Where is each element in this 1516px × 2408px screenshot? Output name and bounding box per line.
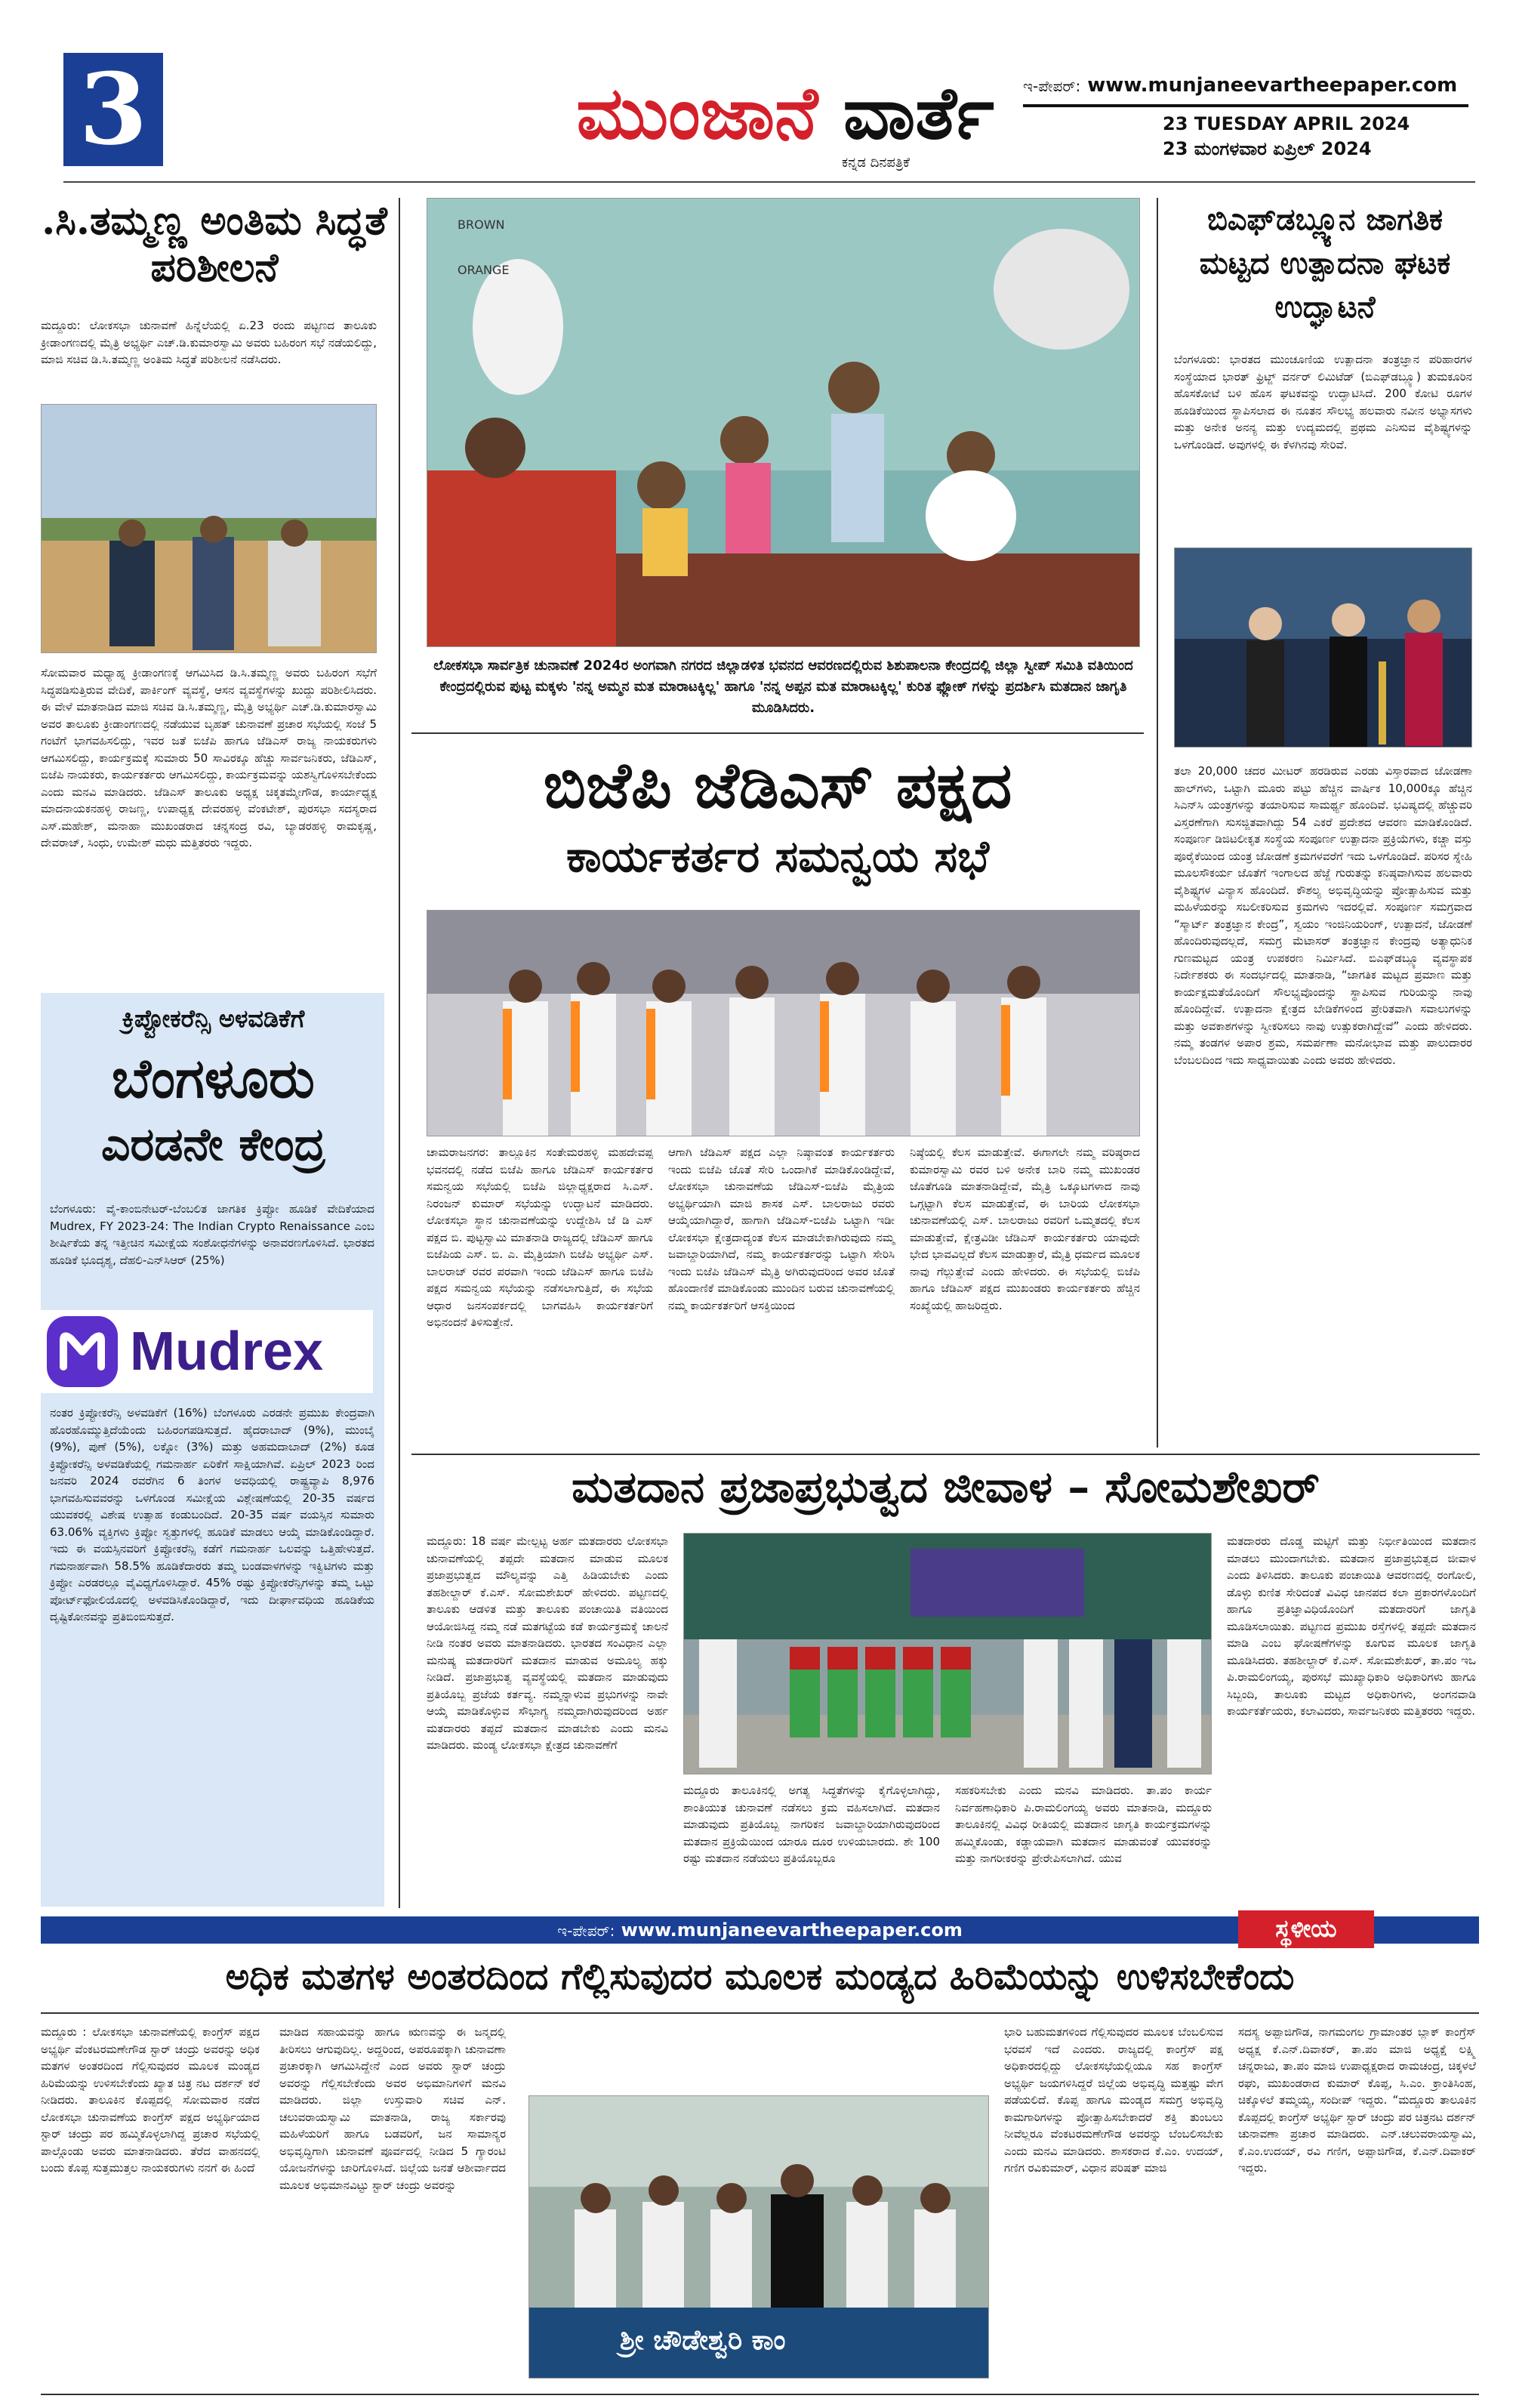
bottom-col-2: ಮಾಡಿದ ಸಹಾಯವನ್ನು ಹಾಗೂ ಋಣವನ್ನು ಈ ಜನ್ಮದಲ್ಲಿ ತೀರಿಸಲು ಆಗುವುದಿಲ್ಲ. ಅದ್ದರಿಂದ, ಅಪರೂಪಕ್ಕಾಗಿ ಚುನಾವಣಾ ಪ್ರಚಾರಕ್ಕಾಗಿ ಆಗಮಿಸಿದ್ದೇನೆ ಎಂದ ಅವರು ಸ್ಟಾರ್ ಚಂದ್ರು ಅವರನ್ನು ಗೆಲ್ಲಿಸಬೇಕೆಂದು ಅವರ ಅಭಿಮಾನಿಗಳಿಗೆ ಮನವಿ ಮಾಡಿದರು. ಜಿಲ್ಲಾ ಉಸ್ತುವಾರಿ ಸಚಿವ ಎನ್. ಚಲುವರಾಯಸ್ವಾಮಿ ಮಾತನಾಡಿ, ರಾಜ್ಯ ಸರ್ಕಾರವು ಮಹಿಳೆಯರಿಗೆ ಹಾಗೂ ಬಡವರಿಗೆ, ಜನ ಸಾಮಾನ್ಯರ ಅಭಿವೃದ್ಧಿಗಾಗಿ ಚುನಾವಣೆ ಪೂರ್ವದಲ್ಲಿ ನೀಡಿದ 5 ಗ್ಯಾರಂಟಿ ಯೋಜನೆಗಳನ್ನು ಜಾರಿಗೊಳಿಸಿದೆ. ಜಿಲ್ಲೆಯ ಜನತೆ ಆಶೀರ್ವಾದದ ಮೂಲಕ ಅಭಿಮಾನವಿಟ್ಟು ಸ್ಟಾರ್ ಚಂದ್ರು ಅವರನ್ನು <box>279 2025 506 2192</box>
bjp-col-1: ಚಾಮರಾಜನಗರ: ತಾಲ್ಲೂಕಿನ ಸಂತೇಮರಹಳ್ಳಿ ಮಹದೇವಪ್ಪ ಭವನದಲ್ಲಿ ನಡೆದ ಬಿಜೆಪಿ ಹಾಗೂ ಜೆಡಿಎಸ್ ಕಾರ್ಯಕರ್ತರ ಸಮನ್ವಯ ಸಭೆಯಲ್ಲಿ ಬಿಜೆಪಿ ಜಿಲ್ಲಾಧ್ಯಕ್ಷರಾದ ಸಿ.ಎಸ್. ನಿರಂಜನ್ ಕುಮಾರ್ ಸಭೆಯನ್ನು ಉದ್ಘಾಟನೆ ಮಾಡಿದರು. ಲೋಕಸಭಾ ಸ್ಥಾನ ಚುನಾವಣೆಯನ್ನು ಉದ್ದೇಶಿಸಿ ಜೆ ಡಿ ಎಸ್ ಪಕ್ಷದ ಬಿ. ಪುಟ್ಟಸ್ವಾಮಿ ಮಾತನಾಡಿ ರಾಜ್ಯದಲ್ಲಿ ಜೆಡಿಎಸ್ ಹಾಗೂ ಬಿಜೆಪಿಯ ಎಸ್. ಬಿ. ಎ. ಮೈತ್ರಿಯಾಗಿ ಬಿಜೆಪಿ ಅಭ್ಯರ್ಥಿ ಎಸ್. ಬಾಲರಾಜ್ ರವರ ಪರವಾಗಿ ಇಂದು ಜೆಡಿಎಸ್ ಹಾಗೂ ಬಿಜೆಪಿ ಪಕ್ಷದ ಸಮನ್ವಯ ಸಭೆಯನ್ನು ನಡೆಸಲಾಗುತ್ತಿದೆ, ಈ ಸಭೆಯ ಆಧಾರ ಜನಸಂಪರ್ಕದಲ್ಲಿ ಬಾಗವಹಿಸಿ ಕಾರ್ಯಕರ್ತರಿಗೆ ಅಭಿನಂದನೆ ತಿಳಿಸುತ್ತೇನೆ. <box>427 1145 653 1329</box>
bottom-epaper-label: ಇ-ಪೇಪರ್: <box>557 1922 615 1940</box>
bjp-photo <box>427 910 1140 1136</box>
date-english: 23 TUESDAY APRIL 2024 <box>1163 113 1410 134</box>
left-story-headline: .ಸಿ.ತಮ್ಮಣ್ಣ ಅಂತಿಮ ಸಿದ್ಧತೆ ಪರಿಶೀಲನೆ <box>42 198 387 291</box>
page-number: 3 <box>63 53 163 166</box>
masthead-part1: ಮುಂಜಾನೆ <box>576 70 818 156</box>
center-photo <box>427 198 1140 647</box>
date-kannada: 23 ಮಂಗಳವಾರ ಏಪ್ರಿಲ್ 2024 <box>1163 138 1372 159</box>
masthead-tagline: ಕನ್ನಡ ದಿನಪತ್ರಿಕೆ <box>841 155 910 171</box>
header-rule <box>1023 104 1468 107</box>
voting-headline: ಮತದಾನ ಪ್ರಜಾಪ್ರಭುತ್ವದ ಜೀವಾಳ – ಸೋಮಶೇಖರ್ <box>572 1461 1320 1512</box>
crypto-body: ನಂತರ ಕ್ರಿಪ್ಟೋಕರೆನ್ಸಿ ಅಳವಡಿಕೆಗೆ (16%) ಬೆಂಗಳೂರು ಎರಡನೇ ಪ್ರಮುಖ ಕೇಂದ್ರವಾಗಿ ಹೊರಹೊಮ್ಮುತ್ತಿದೆಯೆಂದು ಬಹಿರಂಗಪಡಿಸುತ್ತದೆ. ಹೈದರಾಬಾದ್ (9%), ಮುಂಬೈ (9%), ಪುಣೆ (5%), ಲಕ್ನೋ (3%) ಮತ್ತು ಅಹಮದಾಬಾದ್ (2%) ಕೂಡ ಕ್ರಿಪ್ಟೋಕರೆನ್ಸಿ ಅಳವಡಿಕೆಯಲ್ಲಿ ಗಮನಾರ್ಹ ಏರಿಕೆಗೆ ಸಾಕ್ಷಿಯಾಗಿವೆ. ಏಪ್ರಿಲ್ 2023 ರಿಂದ ಜನವರಿ 2024 ರವರೆಗಿನ 6 ತಿಂಗಳ ಅವಧಿಯಲ್ಲಿ ರಾಷ್ಟ್ರವ್ಯಾಪಿ 8,976 ಭಾಗವಹಿಸುವವರನ್ನು ಒಳಗೊಂಡ ಸಮೀಕ್ಷೆಯ ವಿಶ್ಲೇಷಣೆಯಲ್ಲಿ 20-35 ವರ್ಷದ ಯುವಕರಲ್ಲಿ ವಿಶೇಷ ಉತ್ಸಾಹ ಕಂಡುಬಂದಿದೆ. 20-35 ವರ್ಷ ವಯಸ್ಸಿನ ಸುಮಾರು 63.06% ವ್ಯಕ್ತಿಗಳು ಕ್ರಿಪ್ಟೋ ಸ್ವತ್ತುಗಳಲ್ಲಿ ಹೂಡಿಕೆ ಮಾಡಲು ಆಯ್ಕೆ ಮಾಡಿಕೊಂಡಿದ್ದಾರೆ. ಇದು ಈ ವಯಸ್ಸಿನವರಿಗೆ ಕ್ರಿಪ್ಟೋಕರೆನ್ಸಿ ಕಡೆಗೆ ಗಮನಾರ್ಹ ಒಲವನ್ನು ಒತ್ತಿಹೇಳುತ್ತದೆ. ಗಮನಾರ್ಹವಾಗಿ 58.5% ಹೂಡಿಕೆದಾರರು ತಮ್ಮ ಬಂಡವಾಳಗಳನ್ನು ಇಕ್ವಿಟಿಗಳು ಮತ್ತು ಕ್ರಿಪ್ಟೋ ಎರಡರಲ್ಲೂ ವೈವಿಧ್ಯಗೊಳಿಸಿದ್ದಾರೆ. 45% ರಷ್ಟು ಕ್ರಿಪ್ಟೋಕರೆನ್ಸಿಗಳನ್ನು ತಮ್ಮ ಒಟ್ಟು ಪೋರ್ಟ್‌ಫೋಲಿಯೊದಲ್ಲಿ ಅಳವಡಿಸಿಕೊಂಡಿದ್ದಾರೆ, ಇದು ದೀರ್ಘಾವಧಿಯ ಹೂಡಿಕೆಯ ದೃಷ್ಟಿಕೋನವನ್ನು ಪ್ರತಿಬಿಂಬಿಸುತ್ತದೆ. <box>50 1406 374 1623</box>
left-story-body-2: ಸೋಮವಾರ ಮಧ್ಯಾಹ್ನ ಕ್ರೀಡಾಂಗಣಕ್ಕೆ ಆಗಮಿಸಿದ ಡಿ.ಸಿ.ತಮ್ಮಣ್ಣ ಅವರು ಬಹಿರಂಗ ಸಭೆಗೆ ಸಿದ್ಧಪಡಿಸುತ್ತಿರುವ ವೇದಿಕೆ, ಪಾರ್ಕಿಂಗ್ ವ್ಯವಸ್ಥೆ, ಆಸನ ವ್ಯವಸ್ಥೆಗಳನ್ನು ಖುದ್ದು ಪರಿಶೀಲಿಸಿದರು. ಈ ವೇಳೆ ಮಾತನಾಡಿದ ಮಾಜಿ ಸಚಿವ ಡಿ.ಸಿ.ತಮ್ಮಣ್ಣ, ಮೈತ್ರಿ ಅಭ್ಯರ್ಥಿ ಎಚ್.ಡಿ.ಕುಮಾರಸ್ವಾಮಿ ಅವರ ತಾಲೂಕು ಕ್ರೀಡಾಂಗಣದಲ್ಲಿ ನಡೆಯುವ ಬೃಹತ್ ಚುನಾವಣೆ ಪ್ರಚಾರ ಸಭೆಯಲ್ಲಿ ಸಂಜೆ 5 ಗಂಟೆಗೆ ಭಾಗವಹಿಸಲಿದ್ದು, ಇವರ ಜತೆ ಬಿಜೆಪಿ ಹಾಗೂ ಜೆಡಿಎಸ್ ರಾಜ್ಯ ನಾಯಕರುಗಳು ಆಗಮಿಸಲಿದ್ದು, ಕಾರ್ಯಕ್ರಮಕ್ಕೆ ಸುಮಾರು 50 ಸಾವಿರಕ್ಕೂ ಹೆಚ್ಚು ಸಾರ್ವಜನಿಕರು, ಜೆಡಿಎಸ್, ಬಿಜೆಪಿ ನಾಯಕರು, ಕಾರ್ಯಕರ್ತರು ಆಗಮಿಸಲಿದ್ದು, ಕಾರ್ಯಕ್ರಮವನ್ನು ಯಶಸ್ವಿಗೊಳಿಸಬೇಕೆಂದು ಎಂದು ಮನವಿ ಮಾಡಿದರು. ಜೆಡಿಎಸ್ ತಾಲೂಕು ಅಧ್ಯಕ್ಷ ಚಿಕ್ಕತಮ್ಮೇಗೌಡ, ಕಾರ್ಯಾಧ್ಯಕ್ಷ ಮಾದನಾಯಕನಹಳ್ಳಿ ರಾಜಣ್ಣ, ಉಪಾಧ್ಯಕ್ಷ ದೇವರಹಳ್ಳಿ ವೆಂಕಟೇಶ್, ಪುರಸಭಾ ಸದಸ್ಯರಾದ ಎಸ್.ಮಹೇಶ್, ಮನಾಹಾ ಮುಖಂಡರಾದ ಚನ್ನಸಂದ್ರ ರವಿ, ಬ್ಯಾಡರಹಳ್ಳಿ ರಾಮಕೃಷ್ಣ, ದೇವರಾಜ್, ಸಿಂಧು, ಉಮೇಶ್ ಮಧು ಮತ್ತಿತರರು ಇದ್ದರು. <box>41 666 377 849</box>
mudrex-logo-text: Mudrex <box>130 1321 324 1382</box>
voting-col-4: ಮತದಾರರು ದೊಡ್ಡ ಮಟ್ಟಿಗೆ ಮತ್ತು ನಿರ್ಭೀತಿಯಿಂದ ಮತದಾನ ಮಾಡಲು ಮುಂದಾಗಬೇಕು. ಮತದಾನ ಪ್ರಜಾಪ್ರಭುತ್ವದ ಜೀವಾಳ ಎಂದು ತಿಳಿಸಿದರು. ತಾಲೂಕು ಪಂಚಾಯಿತಿ ಆವರಣದಲ್ಲಿ ರಂಗೋಲಿ, ಡೊಳ್ಳು ಕುಣಿತ ಸೇರಿದಂತೆ ವಿವಿಧ ಜಾನಪದ ಕಲಾ ಪ್ರಕಾರಗಳೊಂದಿಗೆ ಹಾಗೂ ಪ್ರತಿಜ್ಞಾವಿಧಿಯೊಂದಿಗೆ ಮತದಾರರಿಗೆ ಜಾಗೃತಿ ಮೂಡಿಸಲಾಯಿತು. ಪಟ್ಟಣದ ಪ್ರಮುಖ ರಸ್ತೆಗಳಲ್ಲಿ ತಪ್ಪದೇ ಮತದಾನ ಮಾಡಿ ಎಂಬ ಘೋಷಣೆಗಳನ್ನು ಕೂಗುವ ಮೂಲಕ ಜಾಗೃತಿ ಮೂಡಿಸಿದರು. ತಹಶೀಲ್ದಾರ್ ಕೆ.ಎಸ್. ಸೋಮಶೇಖರ್, ತಾ.ಪಂ ಇಒ ಪಿ.ರಾಮಲಿಂಗಯ್ಯ, ಪುರಸಭೆ ಮುಖ್ಯಾಧಿಕಾರಿ ಅಧಿಕಾರಿಗಳು ಹಾಗೂ ಸಿಬ್ಬಂದಿ, ತಾಲೂಕು ಮಟ್ಟದ ಅಧಿಕಾರಿಗಳು, ಅಂಗನವಾಡಿ ಕಾರ್ಯಕರ್ತೆಯರು, ಕಲಾವಿದರು, ಸಾರ್ವಜನಿಕರು ಮತ್ತಿತರರು ಇದ್ದರು. <box>1227 1534 1476 1718</box>
voting-photo <box>683 1533 1212 1774</box>
center-divider-1 <box>411 732 1144 734</box>
bjp-headline-1: ಬಿಜೆಪಿ ಜೆಡಿಎಸ್ ಪಕ್ಷದ <box>543 748 1012 822</box>
epaper-url[interactable]: www.munjaneevartheepaper.com <box>1087 74 1458 97</box>
column-divider-right <box>1157 198 1158 1448</box>
bottom-headline-rule <box>41 2012 1479 2014</box>
bottom-photo <box>528 2095 989 2379</box>
left-story-body-1: ಮದ್ದೂರು: ಲೋಕಸಭಾ ಚುನಾವಣೆ ಹಿನ್ನೆಲೆಯಲ್ಲಿ ಏ.23 ರಂದು ಪಟ್ಟಣದ ತಾಲೂಕು ಕ್ರೀಡಾಂಗಣದಲ್ಲಿ ಮೈತ್ರಿ ಅಭ್ಯರ್ಥಿ ಎಚ್.ಡಿ.ಕುಮಾರಸ್ವಾಮಿ ಅವರು ಬಹಿರಂಗ ಸಭೆ ನಡೆಯಲಿದ್ದು, ಮಾಜಿ ಸಚಿವ ಡಿ.ಸಿ.ತಮ್ಮಣ್ಣ ಅಂತಿಮ ಸಿದ್ಧತೆ ಪರಿಶೀಲನೆ ನಡೆಸಿದರು. <box>41 319 377 366</box>
wall-label-brown: BROWN <box>458 217 505 232</box>
column-divider-left <box>399 198 400 1908</box>
right-story-body-1: ಬೆಂಗಳೂರು: ಭಾರತದ ಮುಂಚೂಣಿಯ ಉತ್ಪಾದನಾ ತಂತ್ರಜ್ಞಾನ ಪರಿಹಾರಗಳ ಸಂಸ್ಥೆಯಾದ ಭಾರತ್ ಫ್ರಿಟ್ಜ್ ವರ್ನರ್ ಲಿಮಿಟೆಡ್ (ಬಿಎಫ್‌ಡಬ್ಲ್ಯೂ) ತುಮಕೂರಿನ ಹೊಸಕೋಟೆ ಬಳಿ ಹೊಸ ಘಟಕವನ್ನು ಉದ್ಘಾಟಿಸಿದೆ. 200 ಕೋಟಿ ರೂಗಳ ಹೂಡಿಕೆಯಿಂದ ಸ್ಥಾಪಿಸಲಾದ ಈ ನೂತನ ಸೌಲಭ್ಯ ಹಲವಾರು ನವೀನ ಅಭ್ಯಾಸಗಳು ಮತ್ತು ಅನೇಕ ಅನನ್ಯ ಮತ್ತು ಉದ್ಯಮದಲ್ಲಿ ಪ್ರಥಮ ಎನಿಸುವ ವೈಶಿಷ್ಟ್ಯಗಳನ್ನು ಒಳಗೊಂಡಿದೆ. ಅವುಗಳಲ್ಲಿ ಈ ಕೆಳಗಿನವು ಸೇರಿವೆ. <box>1174 353 1472 452</box>
header-divider <box>63 181 1475 183</box>
masthead-part2: ವಾರ್ತೆ <box>843 70 994 156</box>
voting-col-3: ಸಹಕರಿಸಬೇಕು ಎಂದು ಮನವಿ ಮಾಡಿದರು. ತಾ.ಪಂ ಕಾರ್ಯ ನಿರ್ವಹಣಾಧಿಕಾರಿ ಪಿ.ರಾಮಲಿಂಗಯ್ಯ ಅವರು ಮಾತನಾಡಿ, ಮದ್ದೂರು ತಾಲೂಕಿನಲ್ಲಿ ವಿವಿಧ ರೀತಿಯಲ್ಲಿ ಮತದಾನ ಜಾಗೃತಿ ಕಾರ್ಯಕ್ರಮಗಳನ್ನು ಹಮ್ಮಿಕೊಂಡು, ಕಡ್ಡಾಯವಾಗಿ ಮತದಾನ ಮಾಡುವಂತೆ ಯುವಕರನ್ನು ಮತ್ತು ನಾಗರೀಕರನ್ನು ಪ್ರೇರೇಪಿಸಲಾಗಿದೆ. ಯುವ <box>955 1784 1212 1865</box>
header-epaper <box>1023 74 1468 97</box>
page-bottom-rule <box>41 2394 1479 2395</box>
wall-label-orange: ORANGE <box>458 263 510 277</box>
center-divider-2 <box>411 1454 1480 1455</box>
epaper-label: ಇ-ಪೇಪರ್: <box>1023 77 1081 95</box>
section-tag: ಸ್ಥಳೀಯ <box>1238 1910 1374 1948</box>
bottom-col-4: ಸದಸ್ಯ ಅಪ್ಪಾಜಿಗೌಡ, ನಾಗಮಂಗಲ ಗ್ರಾಮಾಂತರ ಬ್ಲಾಕ್ ಕಾಂಗ್ರೆಸ್ ಅಧ್ಯಕ್ಷ ಕೆ.ಎನ್.ದಿವಾಕರ್, ತಾ.ಪಂ ಮಾಜಿ ಅಧ್ಯಕ್ಷೆ ಲಕ್ಷ್ಮಿ ಚನ್ನರಾಜು, ತಾ.ಪಂ ಮಾಜಿ ಉಪಾಧ್ಯಕ್ಷರಾದ ರಾಮಚಂದ್ರ, ಚಿಕ್ಕಳಲೆ ರಘು, ಮುಖಂಡರಾದ ಕುಮಾರ್ ಕೊಪ್ಪ, ಸಿ.ಎಂ. ಕ್ರಾಂತಿಸಿಂಹ, ಚಿಕ್ಕೊಳಲೆ ತಮ್ಮಯ್ಯ, ಸಂದೀಪ್ ಇದ್ದರು. “ಮದ್ದೂರು ತಾಲೂಕಿನ ಕೊಪ್ಪದಲ್ಲಿ ಕಾಂಗ್ರೆಸ್ ಅಭ್ಯರ್ಥಿ ಸ್ಟಾರ್ ಚಂದ್ರು ಪರ ಚಿತ್ರನಟ ದರ್ಶನ್ ಚುನಾವಣಾ ಪ್ರಚಾರ ಮಾಡಿದರು. ಎನ್.ಚಲುವರಾಯಸ್ವಾಮಿ, ಕೆ.ಎಂ.ಉದಯ್, ರವಿ ಗಣಿಗ, ಅಪ್ಪಾಜಿಗೌಡ, ಕೆ.ಎನ್.ದಿವಾಕರ್ ಇದ್ದರು. <box>1238 2025 1476 2175</box>
bjp-headline-2: ಕಾರ್ಯಕರ್ತರ ಸಮನ್ವಯ ಸಭೆ <box>565 831 990 882</box>
right-story-headline: ಬಿಎಫ್‌ಡಬ್ಲ್ಯೂನ ಜಾಗತಿಕ ಮಟ್ಟದ ಉತ್ಪಾದನಾ ಘಟಕ ಉದ್ಘಾಟನೆ <box>1199 202 1451 325</box>
voting-col-2: ಮದ್ದೂರು ತಾಲೂಕಿನಲ್ಲಿ ಅಗತ್ಯ ಸಿದ್ಧತೆಗಳನ್ನು ಕೈಗೊಳ್ಳಲಾಗಿದ್ದು, ಶಾಂತಿಯುತ ಚುನಾವಣೆ ನಡೆಸಲು ಕ್ರಮ ವಹಿಸಲಾಗಿದೆ. ಮತದಾನ ಮಾಡುವುದು ಪ್ರತಿಯೊಬ್ಬ ನಾಗರಿಕನ ಜವಾಬ್ದಾರಿಯಾಗಿರುವುದರಿಂದ ಮತದಾನ ಪ್ರಕ್ರಿಯೆಯಿಂದ ಯಾರೂ ದೂರ ಉಳಿಯಬಾರದು. ಶೇ 100 ರಷ್ಟು ಮತದಾನ ನಡೆಯಲು ಪ್ರತಿಯೊಬ್ಬರೂ <box>683 1784 940 1865</box>
mudrex-logo-mark <box>41 1310 124 1393</box>
right-story-photo <box>1174 547 1472 748</box>
bottom-story-headline: ಅಧಿಕ ಮತಗಳ ಅಂತರದಿಂದ ಗೆಲ್ಲಿಸುವುದರ ಮೂಲಕ ಮಂಡ್ಯದ ಹಿರಿಮೆಯನ್ನು ಉಳಿಸಬೇಕೆಂದು <box>225 1956 1295 1998</box>
center-photo-caption: ಲೋಕಸಭಾ ಸಾರ್ವತ್ರಿಕ ಚುನಾವಣೆ 2024ರ ಅಂಗವಾಗಿ ನಗರದ ಜಿಲ್ಲಾಡಳಿತ ಭವನದ ಆವರಣದಲ್ಲಿರುವ ಶಿಶುಪಾಲನಾ ಕೇಂದ್ರದಲ್ಲಿ ಜಿಲ್ಲಾ ಸ್ವೀಪ್ ಸಮಿತಿ ವತಿಯಿಂದ ಕೇಂದ್ರದಲ್ಲಿರುವ ಪುಟ್ಟ ಮಕ್ಕಳು 'ನನ್ನ ಅಮ್ಮನ ಮತ ಮಾರಾಟಕ್ಕಿಲ್ಲ' ಹಾಗೂ 'ನನ್ನ ಅಪ್ಪನ ಮತ ಮಾರಾಟಕ್ಕಿಲ್ಲ' ಕುರಿತ ಫ್ಲೋಕ್ ಗಳನ್ನು ಪ್ರದರ್ಶಿಸಿ ಮತದಾನ ಜಾಗೃತಿ ಮೂಡಿಸಿದರು. <box>433 658 1133 716</box>
voting-col-1: ಮದ್ದೂರು: 18 ವರ್ಷ ಮೇಲ್ಪಟ್ಟ ಅರ್ಹ ಮತದಾರರು ಲೋಕಸಭಾ ಚುನಾವಣೆಯಲ್ಲಿ ತಪ್ಪದೇ ಮತದಾನ ಮಾಡುವ ಮೂಲಕ ಪ್ರಜಾಪ್ರಭುತ್ವದ ಮೌಲ್ಯವನ್ನು ಎತ್ತಿ ಹಿಡಿಯಬೇಕು ಎಂದು ತಹಶೀಲ್ದಾರ್ ಕೆ.ಎಸ್. ಸೋಮಶೇಖರ್ ಹೇಳಿದರು. ಪಟ್ಟಣದಲ್ಲಿ ತಾಲೂಕು ಆಡಳಿತ ಮತ್ತು ತಾಲೂಕು ಪಂಚಾಯಿತಿ ವತಿಯಿಂದ ಆಯೋಜಿಸಿದ್ದ ನಮ್ಮ ನಡೆ ಮತಗಟ್ಟೆಯ ಕಡೆ ಕಾರ್ಯಕ್ರಮಕ್ಕೆ ಚಾಲನೆ ನೀಡಿ ನಂತರ ಅವರು ಮಾತನಾಡಿದರು. ಭಾರತದ ಸಂವಿಧಾನ ಎಲ್ಲಾ ಮನುಷ್ಯ ಮತದಾರರಿಗೆ ಮತದಾನ ಮಾಡುವ ಅಮೂಲ್ಯ ಹಕ್ಕು ನೀಡಿದೆ. ಪ್ರಜಾಪ್ರಭುತ್ವ ವ್ಯವಸ್ಥೆಯಲ್ಲಿ ಮತದಾನ ಮಾಡುವುದು ಪ್ರತಿಯೊಬ್ಬ ಪ್ರಜೆಯ ಕರ್ತವ್ಯ. ನಮ್ಮನ್ನಾಳುವ ಪ್ರಭುಗಳನ್ನು ನಾವೇ ಆಯ್ಕೆ ಮಾಡಿಕೊಳ್ಳುವ ಸೌಭಾಗ್ಯ ನಮ್ಮದಾಗಿರುವುದರಿಂದ ಅರ್ಹ ಮತದಾರರು ತಪ್ಪದೆ ಮತದಾನ ಮಾಡಬೇಕು ಎಂದು ಮನವಿ ಮಾಡಿದರು. ಮಂಡ್ಯ ಲೋಕಸಭಾ ಕ್ಷೇತ್ರದ ಚುನಾವಣೆಗೆ <box>427 1534 668 1752</box>
bottom-col-1: ಮದ್ದೂರು : ಲೋಕಸಭಾ ಚುನಾವಣೆಯಲ್ಲಿ ಕಾಂಗ್ರೆಸ್ ಪಕ್ಷದ ಅಭ್ಯರ್ಥಿ ವೆಂಕಟರಮಣೇಗೌಡ ಸ್ಟಾರ್ ಚಂದ್ರು ಅವರನ್ನು ಅಧಿಕ ಮತಗಳ ಅಂತರದಿಂದ ಗೆಲ್ಲಿಸುವುದರ ಮೂಲಕ ಮಂಡ್ಯದ ಹಿರಿಮೆಯನ್ನು ಉಳಿಸಬೇಕೆಂದು ಖ್ಯಾತ ಚಿತ್ರ ನಟ ದರ್ಶನ್ ಕರೆ ನೀಡಿದರು. ತಾಲೂಕಿನ ಕೊಪ್ಪದಲ್ಲಿ ಸೋಮವಾರ ನಡೆದ ಲೋಕಸಭಾ ಚುನಾವಣೆಯ ಕಾಂಗ್ರೆಸ್ ಪಕ್ಷದ ಅಭ್ಯರ್ಥಿಯಾದ ಸ್ಟಾರ್ ಚಂದ್ರು ಪರ ಹಮ್ಮಿಕೊಳ್ಳಲಾಗಿದ್ದ ಪ್ರಚಾರ ಸಭೆಯಲ್ಲಿ ಪಾಲ್ಗೊಂಡು ಅವರು ಮಾತನಾಡಿದರು. ತೆರೆದ ವಾಹನದಲ್ಲಿ ಬಂದು ಕೊಪ್ಪ ಸುತ್ತಮುತ್ತಲ ನಾಯಕರುಗಳು ನನಗೆ ಈ ಹಿಂದೆ <box>41 2025 260 2175</box>
left-story-photo <box>41 404 377 653</box>
crypto-headline-2: ಎರಡನೇ ಕೇಂದ್ರ <box>100 1118 326 1171</box>
crypto-headline-1: ಬೆಂಗಳೂರು <box>112 1046 315 1110</box>
crypto-kicker: ಕ್ರಿಪ್ಟೋಕರೆನ್ಸಿ ಅಳವಡಿಕೆಗೆ <box>122 1004 305 1033</box>
right-story-body-2: ತಲಾ 20,000 ಚದರ ಮೀಟರ್ ಹರಡಿರುವ ಎರಡು ವಿಸ್ತಾರವಾದ ಜೋಡಣಾ ಹಾಲ್‌ಗಳು, ಒಟ್ಟಾಗಿ ಮೂರು ಪಟ್ಟು ಹೆಚ್ಚಿನ ವಾರ್ಷಿಕ 10,000ಕ್ಕೂ ಹೆಚ್ಚಿನ ಸಿಎನ್‌ಸಿ ಯಂತ್ರಗಳನ್ನು ತಯಾರಿಸುವ ಸಾಮರ್ಥ್ಯ ಹೊಂದಿವೆ. ಭವಿಷ್ಯದಲ್ಲಿ ಹೆಚ್ಚುವರಿ ವಿಸ್ತರಣೆಗಾಗಿ ಸುಸಜ್ಜಿತವಾಗಿದ್ದು 54 ಎಕರೆ ಪ್ರದೇಶದ ಆವರಣ ಮಾಡಿಕೊಂಡಿದೆ. ಸಂಪೂರ್ಣ ಡಿಜಿಟಲೀಕೃತ ಸಂಸ್ಥೆಯ ಸಂಪೂರ್ಣ ಉತ್ಪಾದನಾ ಪ್ರಕ್ರಿಯೆಗಳು, ಕಚ್ಚಾ ವಸ್ತು ಪೂರೈಕೆಯಿಂದ ಯಂತ್ರ ಜೋಡಣೆ ಕ್ರಮಗಳವರೆಗೆ ಇದು ಒಳಗೊಂಡಿದೆ. ಪರಿಸರ ಸ್ನೇಹಿ ಮೂಲಸೌಕರ್ಯ ಜೊತೆಗೆ ಇಂಗಾಲದ ಹೆಜ್ಜೆ ಗುರುತನ್ನು ಕನಿಷ್ಠವಾಗಿಸುವ ಹಲವಾರು ವೈಶಿಷ್ಟ್ಯಗಳ ವಿನ್ಯಾಸ ಹೊಂದಿದೆ. ಕೌಶಲ್ಯ ಅಭಿವೃದ್ಧಿಯನ್ನು ಪ್ರೋತ್ಸಾಹಿಸುವ ಮತ್ತು ಮಹಿಳೆಯರನ್ನು ಸಬಲೀಕರಿಸುವ ಕ್ರಮಗಳು ಇದರಲ್ಲಿವೆ. ಸಂಪೂರ್ಣ ಸಮಗ್ರವಾದ “ಸ್ಮಾರ್ಟ್ ತಂತ್ರಜ್ಞಾನ ಕೇಂದ್ರ”, ಸ್ವಯಂ ಇಂಜಿನಿಯರಿಂಗ್, ಉತ್ಪಾದನೆ, ಜೋಡಣೆ ಹೊಂದಿರುವುದಲ್ಲದೆ, ಸಮಗ್ರ ಮೆಟಾಸರ್ ತಂತ್ರಜ್ಞಾನ ಕೇಂದ್ರವು ಅತ್ಯಾಧುನಿಕ ಗುಣಮಟ್ಟದ ಯಂತ್ರ ಉಪಕರಣ ನಿರ್ಮಿಸಿದೆ. ಬಿಎಫ್‌ಡಬ್ಲ್ಯೂ ವ್ಯವಸ್ಥಾಪಕ ನಿರ್ದೇಶಕರು ಈ ಸಂದರ್ಭದಲ್ಲಿ ಮಾತನಾಡಿ, “ಜಾಗತಿಕ ಮಟ್ಟದ ಪ್ರಮಾಣ ಮತ್ತು ಕಾರ್ಯಕ್ಷಮತೆಯೊಂದಿಗೆ ಸೌಲಭ್ಯವೊಂದನ್ನು ಸ್ಥಾಪಿಸುವ ಗುರಿಯನ್ನು ನಾವು ಹೊಂದಿದ್ದೇವೆ. ಉತ್ಪಾದನಾ ಕ್ಷೇತ್ರದ ಬೇಡಿಕೆಗಳಿಂದ ಪ್ರೇರಿತವಾಗಿ ಸವಾಲುಗಳನ್ನು ಮತ್ತು ಅವಕಾಶಗಳನ್ನು ಸ್ವೀಕರಿಸಲು ನಾವು ಉತ್ಸುಕರಾಗಿದ್ದೇವೆ” ಎಂದು ಹೇಳಿದರು. ನಮ್ಮ ತಂಡಗಳ ಅಪಾರ ಶ್ರಮ, ಸಮರ್ಪಣಾ ಮನೋಭಾವ ಮತ್ತು ಪಾಲುದಾರರ ಬೆಂಬಲದಿಂದ ಇದು ಸಾಧ್ಯವಾಯಿತು ಎಂದು ಅವರು ಹೇಳಿದರು. <box>1174 764 1472 1067</box>
masthead-logo <box>544 72 1027 155</box>
bjp-col-2: ಆಗಾಗಿ ಜೆಡಿಎಸ್ ಪಕ್ಷದ ಎಲ್ಲಾ ನಿಷ್ಠಾವಂತ ಕಾರ್ಯಕರ್ತರು ಇಂದು ಬಿಜೆಪಿ ಜೊತೆ ಸೇರಿ ಒಂದಾಗಿಕೆ ಮಾಡಿಕೊಂಡಿದ್ದೇವೆ, ಲೋಕಸಭಾ ಚುನಾವಣೆಯ ಜೆಡಿಎಸ್-ಬಿಜೆಪಿ ಮೈತ್ರಿಯ ಅಭ್ಯರ್ಥಿಯಾಗಿ ಮಾಜಿ ಶಾಸಕ ಎಸ್. ಬಾಲರಾಜು ರವರು ಆಯ್ಕೆಯಾಗಿದ್ದಾರೆ, ಹಾಗಾಗಿ ಜೆಡಿಎಸ್-ಬಿಜೆಪಿ ಒಟ್ಟಾಗಿ ಇಡೀ ಲೋಕಸಭಾ ಕ್ಷೇತ್ರದಾದ್ಯಂತ ಕೆಲಸ ಮಾಡಬೇಕಾಗಿರುವುದು ನಮ್ಮ ಜವಾಬ್ದಾರಿಯಾಗಿದೆ, ನಮ್ಮ ಕಾರ್ಯಕರ್ತರನ್ನು ಒಟ್ಟಾಗಿ ಸೇರಿಸಿ ಇಂದು ಬಿಜೆಪಿ ಜೆಡಿಎಸ್ ಮೈತ್ರಿ ಅಗಿರುವುದರಿಂದ ಅವರ ಜೊತೆ ಹೊಂದಾಣಿಕೆ ಮಾಡಿಕೊಂಡು ಮುಂದಿನ ಬರುವ ಚುನಾವಣೆಯಲ್ಲಿ ನಮ್ಮ ಕಾರ್ಯಕರ್ತರಿಗೆ ಆಸಕ್ತಿಯಿಂದ <box>668 1145 895 1312</box>
bjp-col-3: ನಿಷ್ಠೆಯಲ್ಲಿ ಕೆಲಸ ಮಾಡುತ್ತೇವೆ. ಈಗಾಗಲೇ ನಮ್ಮ ವರಿಷ್ಠರಾದ ಕುಮಾರಸ್ವಾಮಿ ರವರ ಬಳಿ ಅನೇಕ ಬಾರಿ ನಮ್ಮ ಮುಖಂಡರ ಜೊತೆಗೂಡಿ ಮಾತನಾಡಿದ್ದೇವೆ, ಮೈತ್ರಿ ಒಕ್ಕೂಟಗಳಾದ ನಾವು ಒಗ್ಗಟ್ಟಾಗಿ ಕೆಲಸ ಮಾಡುತ್ತೇವೆ, ಈ ಬಾರಿಯ ಲೋಕಸಭಾ ಚುನಾವಣೆಯಲ್ಲಿ ಎಸ್. ಬಾಲರಾಜು ರವರಿಗೆ ಒಮ್ಮತದಲ್ಲಿ ಕೆಲಸ ಮಾಡುತ್ತೇವೆ, ಕ್ಷೇತ್ರವಿಡೀ ಜೆಡಿಎಸ್ ಕಾರ್ಯಕರ್ತರು ಯಾವುದೇ ಭೇದ ಭಾವವಿಲ್ಲದೆ ಕೆಲಸ ಮಾಡುತ್ತಾರೆ, ಮೈತ್ರಿ ಧರ್ಮದ ಮೂಲಕ ನಾವು ಗೆಲ್ಲುತ್ತೇವೆ ಎಂದು ಹೇಳಿದರು. ಈ ಸಭೆಯಲ್ಲಿ ಬಿಜೆಪಿ ಹಾಗೂ ಜೆಡಿಎಸ್ ಪಕ್ಷದ ಮುಖಂಡರು ಕಾರ್ಯಕರ್ತರು ಹೆಚ್ಚಿನ ಸಂಖ್ಯೆಯಲ್ಲಿ ಹಾಜರಿದ್ದರು. <box>910 1145 1140 1312</box>
mudrex-logo <box>41 1310 373 1393</box>
bottom-col-3: ಭಾರಿ ಬಹುಮತಗಳಿಂದ ಗೆಲ್ಲಿಸುವುದರ ಮೂಲಕ ಬೆಂಬಲಿಸುವ ಭರವಸೆ ಇದೆ ಎಂದರು. ರಾಜ್ಯದಲ್ಲಿ ಕಾಂಗ್ರೆಸ್ ಪಕ್ಷ ಅಧಿಕಾರದಲ್ಲಿದ್ದು ಲೋಕಸಭೆಯಲ್ಲಿಯೂ ಸಹ ಕಾಂಗ್ರೆಸ್ ಅಭ್ಯರ್ಥಿ ಜಯಗಳಿಸಿದ್ದರೆ ಜಿಲ್ಲೆಯ ಅಭಿವೃದ್ಧಿ ಮತ್ತಷ್ಟು ವೇಗ ಪಡೆಯಲಿದೆ. ಕೊಪ್ಪ ಹಾಗೂ ಮಂಡ್ಯದ ಸಮಗ್ರ ಅಭಿವೃದ್ಧಿ ಕಾಮಗಾರಿಗಳನ್ನು ಪ್ರೋತ್ಸಾಹಿಸಬೇಕಾದರೆ ಶಕ್ತಿ ತುಂಬಲು ನೀವೆಲ್ಲರೂ ವೆಂಕಟರಮಣೇಗೌಡ ಅವರನ್ನು ಬೆಂಬಲಿಸಬೇಕು ಎಂದು ಮನವಿ ಮಾಡಿದರು. ಶಾಸಕರಾದ ಕೆ.ಎಂ. ಉದಯ್, ಗಣಿಗ ರವಿಕುಮಾರ್, ವಿಧಾನ ಪರಿಷತ್ ಮಾಜಿ <box>1004 2025 1223 2175</box>
bottom-epaper-url[interactable]: www.munjaneevartheepaper.com <box>621 1919 963 1941</box>
crypto-intro: ಬೆಂಗಳೂರು: ವೈ-ಕಾಂಬಿನೇಟರ್-ಬೆಂಬಲಿತ ಜಾಗತಿಕ ಕ್ರಿಪ್ಟೋ ಹೂಡಿಕೆ ವೇದಿಕೆಯಾದ Mudrex, FY 2023-24: The Indian Crypto Renaissance ಎಂಬ ಶೀರ್ಷಿಕೆಯ ತನ್ನ ಇತ್ತೀಚಿನ ಸಮೀಕ್ಷೆಯ ಸಂಶೋಧನೆಗಳನ್ನು ಅನಾವರಣಗೊಳಿಸಿದೆ. ಭಾರತದ ಹೂಡಿಕೆ ಭೂದೃಶ್ಯ, ದೆಹಲಿ-ಎನ್‌ಸಿಆರ್ (25%) <box>50 1202 374 1267</box>
banner-text: ಶ್ರೀ ಚೌಡೇಶ್ವರಿ ಕಾಂ <box>620 2325 786 2356</box>
